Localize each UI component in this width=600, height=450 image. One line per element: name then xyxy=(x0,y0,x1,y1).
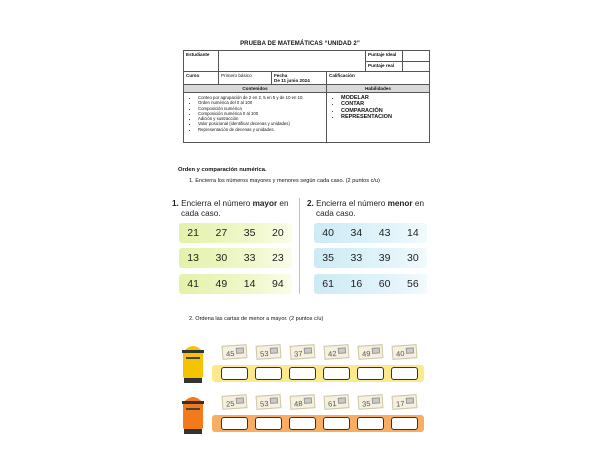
number-option[interactable]: 16 xyxy=(350,278,363,290)
skills-list xyxy=(329,95,427,120)
list-item: • MODELAR xyxy=(341,95,427,101)
card-value: 37 xyxy=(293,349,303,359)
number-option[interactable]: 94 xyxy=(272,278,284,290)
answer-slot[interactable] xyxy=(323,367,350,380)
document-title: PRUEBA DE MATEMÁTICAS “UNIDAD 2” xyxy=(240,41,360,47)
number-row-mayor-3 xyxy=(179,274,292,294)
instruction-2: 2. Ordena las cartas de menor a mayor. (2 puntos c/u) xyxy=(189,316,324,322)
part-b-keyword: menor xyxy=(387,199,413,208)
number-option[interactable]: 14 xyxy=(243,278,256,290)
number-card[interactable] xyxy=(290,344,316,360)
answer-slot[interactable] xyxy=(255,417,282,430)
answer-slot[interactable] xyxy=(391,417,418,430)
number-option[interactable]: 30 xyxy=(215,252,228,264)
number-option[interactable]: 43 xyxy=(378,227,391,239)
skills-heading: Habilidades xyxy=(327,85,430,93)
answer-slot[interactable] xyxy=(289,367,316,380)
date-label: Fecha xyxy=(274,73,288,78)
contents-list xyxy=(186,95,324,132)
answer-slot[interactable] xyxy=(391,367,418,380)
number-card[interactable] xyxy=(222,344,248,360)
number-card[interactable] xyxy=(358,344,384,360)
stamp-icon xyxy=(270,347,278,354)
ideal-score-label: Puntaje Ideal xyxy=(366,51,402,62)
stamp-icon xyxy=(338,347,346,354)
list-item: • COMPARACIÓN xyxy=(341,108,427,114)
card-value: 53 xyxy=(259,349,269,359)
number-card[interactable] xyxy=(358,394,384,410)
number-card[interactable] xyxy=(392,394,418,410)
part-a-title xyxy=(172,199,289,219)
list-item: • Orden numérica del 0 al 100 xyxy=(198,100,324,105)
number-row-mayor-1 xyxy=(179,223,292,243)
card-value: 25 xyxy=(225,399,235,409)
stamp-icon xyxy=(270,397,278,404)
number-row-menor-1 xyxy=(314,223,427,243)
stamp-icon xyxy=(236,397,244,404)
part-a-keyword: mayor xyxy=(252,199,278,208)
number-option[interactable]: 49 xyxy=(215,278,228,290)
list-item: • Representación de decenas y unidades. xyxy=(198,127,324,132)
number-option[interactable]: 40 xyxy=(322,227,334,239)
number-option[interactable]: 60 xyxy=(378,278,391,290)
answer-slot[interactable] xyxy=(357,417,384,430)
number-card[interactable] xyxy=(256,344,282,360)
number-row-mayor-2 xyxy=(179,248,292,268)
part-a-post: en xyxy=(277,199,289,208)
stamp-icon xyxy=(304,347,312,354)
answer-slot[interactable] xyxy=(323,417,350,430)
part-b-number: 2. xyxy=(307,199,314,208)
list-item: • Composición numérica 0 al 100 xyxy=(198,111,324,116)
stamp-icon xyxy=(406,347,414,354)
number-card[interactable] xyxy=(256,394,282,410)
divider-line xyxy=(299,198,300,294)
part-a-number: 1. xyxy=(172,199,179,208)
student-name-field[interactable] xyxy=(219,51,366,72)
answer-slot[interactable] xyxy=(357,367,384,380)
part-b-line2: cada caso. xyxy=(316,209,356,218)
skills-cell xyxy=(327,93,430,143)
yellow-mailbox-icon xyxy=(180,340,206,384)
number-option[interactable]: 23 xyxy=(272,252,284,264)
date-value: De 11 junio 2024 xyxy=(274,78,310,83)
instruction-1: 1. Encierra los números mayores y menores según cada caso. (2 puntos c/u) xyxy=(189,178,380,184)
number-option[interactable]: 35 xyxy=(243,227,256,239)
part-a-line2: cada caso. xyxy=(181,209,221,218)
stamp-icon xyxy=(406,397,414,404)
card-value: 35 xyxy=(361,399,371,409)
number-card[interactable] xyxy=(392,344,418,360)
real-score-label: Puntaje real xyxy=(368,63,395,68)
student-label: Estudiante xyxy=(184,51,219,72)
stamp-icon xyxy=(236,347,244,354)
number-card[interactable] xyxy=(324,344,350,360)
part-b-pre: Encierra el número xyxy=(313,199,388,208)
part-b-title xyxy=(307,199,424,219)
card-value: 49 xyxy=(361,349,371,359)
list-item: • CONTAR xyxy=(341,101,427,107)
number-option[interactable]: 33 xyxy=(243,252,256,264)
course-label: Curso xyxy=(184,72,219,85)
list-item: • Valor posicional (identificar decenas y unidades) xyxy=(198,121,324,126)
number-row-menor-2 xyxy=(314,248,427,268)
card-value: 53 xyxy=(259,399,269,409)
list-item: • REPRESENTACION xyxy=(341,114,427,120)
list-item: • Conteo por agrupación de 2 en 2, 5 en 5 y de 10 en 10. xyxy=(198,95,324,100)
card-value: 17 xyxy=(395,399,405,409)
stamp-icon xyxy=(372,397,380,404)
answer-slot[interactable] xyxy=(221,417,248,430)
number-option[interactable]: 56 xyxy=(407,278,419,290)
card-value: 61 xyxy=(327,399,337,409)
number-option[interactable]: 33 xyxy=(350,252,363,264)
number-option[interactable]: 61 xyxy=(322,278,334,290)
number-option[interactable]: 13 xyxy=(187,252,199,264)
contents-cell xyxy=(184,93,327,143)
contents-heading: Contenidos xyxy=(184,85,327,93)
number-option[interactable]: 41 xyxy=(187,278,199,290)
number-option[interactable]: 39 xyxy=(378,252,391,264)
number-option[interactable]: 21 xyxy=(187,227,199,239)
answer-slot[interactable] xyxy=(289,417,316,430)
card-value: 45 xyxy=(225,349,235,359)
student-info-table xyxy=(183,50,430,143)
number-option[interactable]: 27 xyxy=(215,227,228,239)
stamp-icon xyxy=(304,397,312,404)
card-value: 48 xyxy=(293,399,303,409)
stamp-icon xyxy=(338,397,346,404)
date-cell xyxy=(272,72,327,85)
answer-slot[interactable] xyxy=(255,367,282,380)
section-heading: Orden y comparación numérica. xyxy=(178,167,267,173)
score-cell xyxy=(366,51,403,72)
grade-label: Calificación xyxy=(327,72,430,85)
stamp-icon xyxy=(372,347,380,354)
number-card[interactable] xyxy=(222,394,248,410)
number-option[interactable]: 30 xyxy=(407,252,419,264)
number-option[interactable]: 34 xyxy=(350,227,363,239)
number-option[interactable]: 20 xyxy=(272,227,284,239)
number-card[interactable] xyxy=(324,394,350,410)
list-item: • Adición y sustracción xyxy=(198,116,324,121)
course-value: Primero básico xyxy=(219,72,272,85)
card-value: 40 xyxy=(395,349,405,359)
answer-slot[interactable] xyxy=(221,367,248,380)
number-option[interactable]: 35 xyxy=(322,252,334,264)
list-item: • Composición numérica xyxy=(198,106,324,111)
number-card[interactable] xyxy=(290,394,316,410)
part-b-post: en xyxy=(412,199,424,208)
card-value: 42 xyxy=(327,349,337,359)
orange-mailbox-icon xyxy=(180,391,206,435)
part-a-pre: Encierra el número xyxy=(178,199,253,208)
number-option[interactable]: 14 xyxy=(407,227,419,239)
number-row-menor-3 xyxy=(314,274,427,294)
score-values[interactable] xyxy=(403,51,430,72)
